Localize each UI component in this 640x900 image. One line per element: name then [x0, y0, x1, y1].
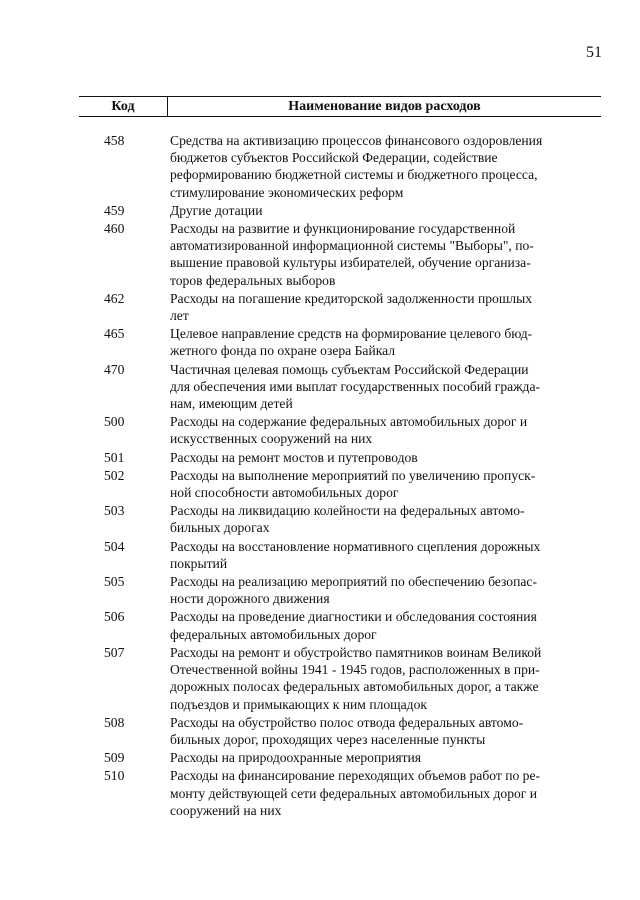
description-line: стимулирование экономических реформ — [170, 184, 404, 200]
row-description — [170, 220, 600, 289]
table-row — [90, 608, 600, 642]
row-code: 465 — [104, 326, 125, 342]
row-code: 500 — [104, 414, 125, 430]
table-row — [90, 767, 600, 819]
description-line: Расходы на природоохранные мероприятия — [170, 750, 422, 766]
description-line: вышение правовой культуры избирателей, обучение организа- — [170, 255, 531, 271]
row-description — [170, 714, 600, 748]
description-line: Расходы на восстановление нормативного сцепления дорожных — [170, 538, 541, 554]
description-line: Расходы на погашение кредиторской задолженности прошлых — [170, 290, 533, 306]
row-code: 458 — [104, 133, 125, 148]
row-code: 501 — [104, 449, 125, 465]
description-line: жетного фонда по охране озера Байкал — [170, 343, 396, 359]
table-row — [90, 202, 600, 219]
row-code: 503 — [104, 503, 125, 519]
description-line: Расходы на развитие и функционирование государственной — [170, 221, 516, 237]
header-name: Наименование видов расходов — [288, 99, 481, 114]
page-number: 51 — [586, 44, 602, 61]
row-description — [170, 132, 600, 201]
row-description — [170, 325, 600, 359]
row-description — [170, 644, 600, 713]
row-description — [170, 502, 600, 536]
table-row — [90, 361, 600, 413]
description-line: Расходы на выполнение мероприятий по увеличению пропуск- — [170, 467, 536, 483]
table-row — [90, 573, 600, 607]
row-description — [170, 608, 600, 642]
table-row — [90, 132, 600, 201]
description-line: сооружений на них — [170, 802, 282, 818]
row-description — [170, 413, 600, 447]
description-line: искусственных сооружений на них — [170, 431, 373, 447]
table-row — [90, 644, 600, 713]
table-row — [90, 325, 600, 359]
description-line: бильных дорогах — [170, 520, 270, 536]
row-code: 470 — [104, 361, 125, 377]
row-code: 508 — [104, 714, 125, 730]
description-line: Другие дотации — [170, 202, 263, 218]
description-line: Средства на активизацию процессов финансового оздоровления — [170, 133, 543, 148]
table-row — [90, 538, 600, 572]
description-line: подъездов и примыкающих к ним площадок — [170, 696, 427, 712]
row-description — [170, 449, 600, 466]
row-code: 460 — [104, 221, 125, 237]
row-code: 459 — [104, 202, 125, 218]
table-row — [90, 749, 600, 766]
description-line: торов федеральных выборов — [170, 272, 336, 288]
description-line: Частичная целевая помощь субъектам Российской Федерации — [170, 361, 529, 377]
table-row — [90, 467, 600, 501]
description-line: Расходы на ремонт и обустройство памятников воинам Великой — [170, 644, 542, 660]
row-description — [170, 538, 600, 572]
description-line: Расходы на обустройство полос отвода федеральных автомо- — [170, 714, 524, 730]
table-header — [79, 96, 601, 117]
description-line: федеральных автомобильных дорог — [170, 626, 377, 642]
row-code: 509 — [104, 750, 125, 766]
description-line: ной способности автомобильных дорог — [170, 485, 399, 501]
description-line: Расходы на реализацию мероприятий по обеспечению безопас- — [170, 574, 537, 590]
table-row — [90, 449, 600, 466]
row-code: 504 — [104, 538, 125, 554]
row-code: 507 — [104, 644, 125, 660]
row-description — [170, 573, 600, 607]
description-line: Отечественной войны 1941 - 1945 годов, расположенных в при- — [170, 662, 540, 678]
description-line: Расходы на проведение диагностики и обследования состояния — [170, 609, 537, 625]
row-code: 462 — [104, 290, 125, 306]
row-code: 505 — [104, 574, 125, 590]
row-description — [170, 467, 600, 501]
row-description — [170, 290, 600, 324]
description-line: бильных дорог, проходящих через населенные пункты — [170, 731, 486, 747]
description-line: покрытий — [170, 555, 228, 571]
description-line: Расходы на содержание федеральных автомобильных дорог и — [170, 414, 528, 430]
row-description — [170, 361, 600, 413]
expense-table-body — [90, 132, 600, 820]
description-line: Расходы на финансирование переходящих объемов работ по ре- — [170, 768, 541, 784]
description-line: дорожных полосах федеральных автомобильных дорог, а также — [170, 679, 539, 695]
table-row — [90, 220, 600, 289]
description-line: Расходы на ликвидацию колейности на федеральных автомо- — [170, 503, 525, 519]
row-description — [170, 202, 600, 219]
description-line: монту действующей сети федеральных автомобильных дорог и — [170, 785, 538, 801]
header-code: Код — [79, 97, 168, 116]
description-line: ности дорожного движения — [170, 591, 330, 607]
description-line: бюджетов субъектов Российской Федерации, содействие — [170, 150, 498, 166]
description-line: лет — [170, 308, 189, 324]
description-line: нам, имеющим детей — [170, 396, 293, 412]
row-code: 502 — [104, 467, 125, 483]
row-code: 506 — [104, 609, 125, 625]
row-code: 510 — [104, 768, 125, 784]
description-line: для обеспечения ими выплат государственных пособий гражда- — [170, 378, 541, 394]
description-line: Расходы на ремонт мостов и путепроводов — [170, 449, 418, 465]
description-line: автоматизированной информационной системы "Выборы", по- — [170, 238, 534, 254]
row-description — [170, 767, 600, 819]
description-line: реформированию бюджетной системы и бюджетного процесса, — [170, 167, 538, 183]
table-row — [90, 714, 600, 748]
table-row — [90, 290, 600, 324]
table-row — [90, 502, 600, 536]
row-description — [170, 749, 600, 766]
table-row — [90, 413, 600, 447]
description-line: Целевое направление средств на формирование целевого бюд- — [170, 326, 533, 342]
